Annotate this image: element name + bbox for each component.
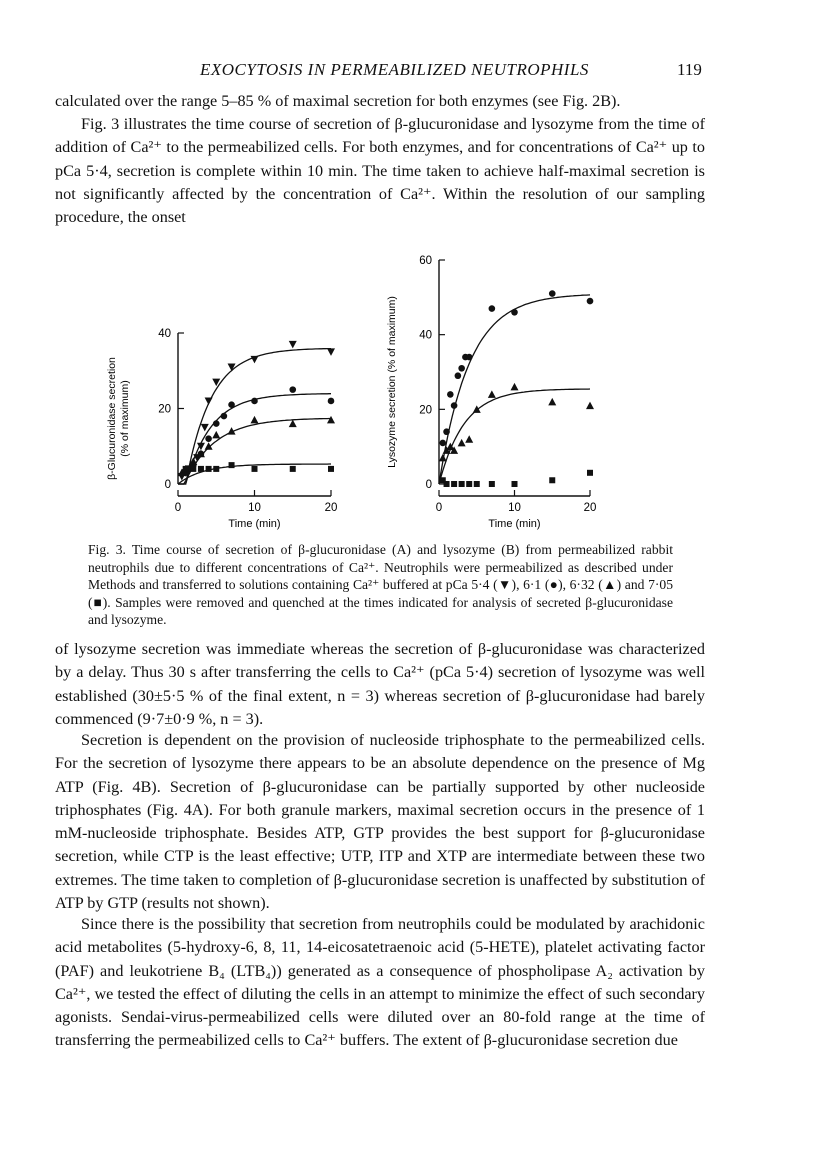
y-tick-label: 60 <box>419 255 432 267</box>
data-point <box>228 401 235 408</box>
data-point <box>466 481 472 487</box>
data-point <box>587 470 593 476</box>
y-axis-label <box>106 357 131 480</box>
data-point <box>439 454 447 462</box>
panel-b <box>386 255 596 530</box>
data-point <box>190 466 196 472</box>
data-point <box>251 398 258 405</box>
x-tick-label: 10 <box>508 502 521 514</box>
figure-3 <box>100 252 620 538</box>
y-axis-label: Lysozyme secretion (% of maximum) <box>386 296 398 468</box>
data-point <box>451 402 458 409</box>
data-point <box>228 363 236 371</box>
y-axis-label-line2: (% of maximum) <box>119 380 131 457</box>
data-point <box>251 416 259 424</box>
data-point <box>549 477 555 483</box>
data-point <box>549 290 556 297</box>
data-point <box>201 424 209 432</box>
data-point <box>444 481 450 487</box>
fit-curve <box>439 389 590 484</box>
data-point <box>489 481 495 487</box>
running-head <box>0 60 816 84</box>
paragraph-2: Fig. 3 illustrates the time course of secretion of β-glucuronidase and lysozyme from the time of addition of Ca²⁺ to the permeabilized cells. For both enzymes, and for concentrations of Ca²⁺ up to pCa 5·4, secretion is complete within 10 min. The time taken to achieve half-maximal secretion is not significantly affected by the concentration of Ca²⁺. Within the resolution of our sampling procedure, the onset <box>55 115 705 227</box>
data-point <box>548 398 556 406</box>
data-point <box>198 466 204 472</box>
data-point <box>489 305 496 312</box>
data-point <box>251 356 259 364</box>
x-axis-label: Time (min) <box>488 518 541 530</box>
panel-a <box>106 328 337 530</box>
paragraph-3: of lysozyme secretion was immediate whereas the secretion of β-glucuronidase was characterized by a delay. Thus 30 s after transferring the cells to Ca²⁺ (pCa 5·4) secretion of lysozyme was well established (30±5·5 % of the final extent, n = 3) whereas secretion of β-glucuronidase had barely commenced (9·7±0·9 %, n = 3). <box>55 640 705 728</box>
data-point <box>465 435 473 443</box>
running-head-title: EXOCYTOSIS IN PERMEABILIZED NEUTROPHILS <box>200 60 589 79</box>
y-tick-label: 20 <box>419 404 432 417</box>
y-tick-label: 0 <box>425 479 432 491</box>
x-axis-label: Time (min) <box>228 518 281 530</box>
x-tick-label: 20 <box>583 502 597 514</box>
data-point <box>205 442 213 450</box>
data-point <box>511 309 518 316</box>
paragraph-5: Since there is the possibility that secretion from neutrophils could be modulated by arachidonic acid metabolites (5-hydroxy-6, 8, 11, 14-eicosatetraenoic acid (5-HETE), platelet activating factor (PAF) and leukotriene B₄ (LTB₄)) generated as a consequence of phospholipase A₂ activation by Ca²⁺, we tested the effect of diluting the cells in an attempt to minimize the effect of such secondary agonists. Sendai-virus-permeabilized cells were diluted over an 80-fold range at the time of transferring the permeabilized cells to Ca²⁺ buffers. The extent of β-glucuronidase secretion due <box>55 915 705 1050</box>
y-axis-label-line1: β-Glucuronidase secretion <box>106 357 118 480</box>
data-point <box>213 466 219 472</box>
y-tick-label: 20 <box>158 403 171 416</box>
data-point <box>458 365 465 372</box>
data-point <box>474 481 480 487</box>
data-point <box>439 440 446 447</box>
data-point <box>455 372 462 379</box>
data-point <box>229 462 235 468</box>
y-tick-label: 40 <box>419 329 432 342</box>
data-point <box>183 466 189 472</box>
data-point <box>459 481 465 487</box>
paragraph-4: Secretion is dependent on the provision of nucleoside triphosphate to the permeabilized cells. For the secretion of lysozyme there appears to be an absolute dependence on the presence of Mg ATP (Fig. 4B). Secretion of β-glucuronidase can be partially supported by other nucleoside triphosphates (Fig. 4A). For both granule markers, maximal secretion occurs in the presence of 1 mM-nucleoside triphosphate. Besides ATP, GTP provides the best support for β-glucuronidase secretion, while CTP is the least effective; UTP, ITP and XTP are intermediate between these two extremes. The time taken to completion of β-glucuronidase secretion is unaffected by substitution of ATP by GTP (results not shown). <box>55 731 705 913</box>
data-point <box>252 466 258 472</box>
figure-3-chart <box>100 252 620 538</box>
data-point <box>511 383 519 391</box>
data-point <box>327 348 335 356</box>
data-point <box>473 405 481 413</box>
data-point <box>289 386 296 393</box>
x-tick-label: 0 <box>174 502 182 514</box>
data-point <box>587 298 594 305</box>
data-point <box>221 413 228 420</box>
data-point <box>289 420 297 428</box>
paragraph-1: calculated over the range 5–85 % of maximal secretion for both enzymes (see Fig. 2B). <box>55 92 621 110</box>
page-number: 119 <box>677 60 702 79</box>
data-point <box>447 391 454 398</box>
data-point <box>327 416 335 424</box>
data-point <box>289 341 297 349</box>
data-point <box>443 428 450 435</box>
figure-caption: Fig. 3. Time course of secretion of β-glucuronidase (A) and lysozyme (B) from permeabilized rabbit neutrophils due to different concentrations of Ca²⁺. Neutrophils were permeabilized as described under Methods and transferred to solutions containing Ca²⁺ buffered at pCa 5·4 (▼), 6·1 (●), 6·32 (▲) and 7·05 (■). Samples were removed and quenched at the times indicated for analysis of secreted β-glucuronidase and lysozyme. <box>88 542 673 628</box>
x-tick-label: 10 <box>248 502 261 514</box>
data-point <box>458 439 466 447</box>
data-point <box>466 354 473 361</box>
x-tick-label: 0 <box>435 502 443 514</box>
data-point <box>586 402 594 410</box>
data-point <box>488 390 496 398</box>
data-point <box>451 481 457 487</box>
y-tick-label: 40 <box>158 328 171 340</box>
data-point <box>206 466 212 472</box>
data-point <box>512 481 518 487</box>
data-point <box>328 466 334 472</box>
data-point <box>213 420 220 427</box>
data-point <box>290 466 296 472</box>
y-tick-label: 0 <box>164 479 171 491</box>
x-tick-label: 20 <box>324 502 338 514</box>
data-point <box>205 397 213 405</box>
data-point <box>205 435 212 442</box>
data-point <box>328 398 335 405</box>
data-point <box>212 431 220 439</box>
